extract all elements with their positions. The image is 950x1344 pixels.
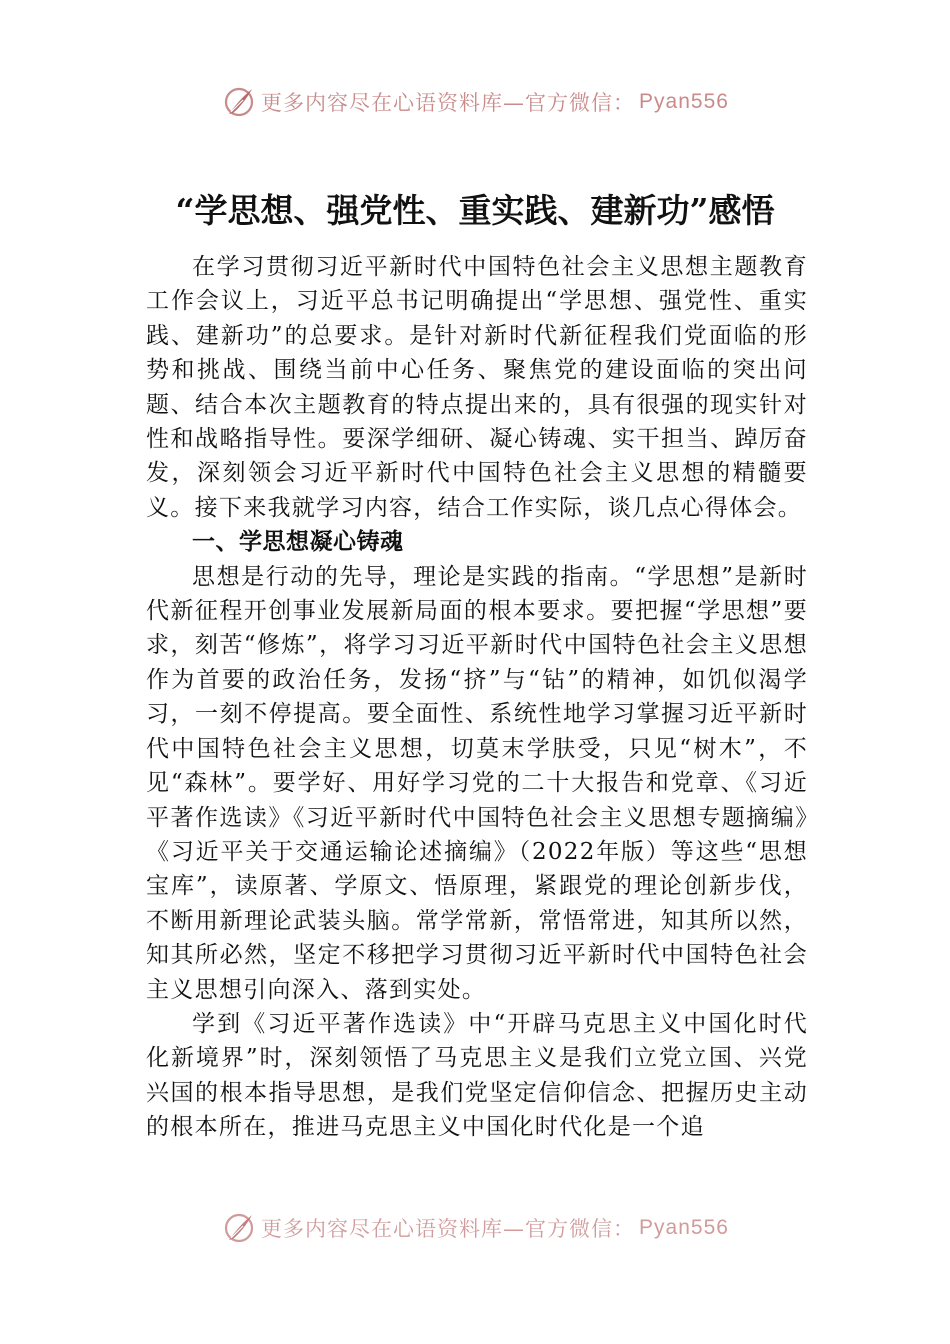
body-paragraph: 思想是行动的先导，理论是实践的指南。“学思想”是新时代新征程开创事业发展新局面的根本要求。要把握“学思想”要求，刻苦“修炼”，将学习习近平新时代中国特色社会主义思想作为首要的政治任务，发扬“挤”与“钻”的精神，如饥似渴学习，一刻不停提高。要全面性、系统性地学习掌握习近平新时代中国特色社会主义思想，切莫末学肤受，只见“树木”，不见“森林”。要学好、用好学习党的二十大报告和党章、《习近平著作选读》《习近平新时代中国特色社会主义思想专题摘编》《习近平关于交通运输论述摘编》（2022年版）等这些“思想宝库”，读原著、学原文、悟原理，紧跟党的理论创新步伐，不断用新理论武装头脑。常学常新，常悟常进，知其所以然，知其所必然，坚定不移把学习贯彻习近平新时代中国特色社会主义思想引向深入、落到实处。: [146, 563, 808, 1003]
document-body: [146, 250, 808, 1145]
body-paragraph: 学到《习近平著作选读》中“开辟马克思主义中国化时代化新境界”时，深刻领悟了马克思主义是我们立党立国、兴党兴国的根本指导思想，是我们党坚定信仰信念、把握历史主动的根本所在，推进马克思主义中国化时代化是一个追: [146, 1010, 808, 1141]
document-title: “学思想、强党性、重实践、建新功”感悟: [175, 191, 775, 230]
quill-logo-icon: [221, 84, 257, 120]
intro-paragraph: 在学习贯彻习近平新时代中国特色社会主义思想主题教育工作会议上，习近平总书记明确提出“学思想、强党性、重实践、建新功”的总要求。是针对新时代新征程我们党面临的形势和挑战、围绕当前中心任务、聚焦党的建设面临的突出问题、结合本次主题教育的特点提出来的，具有很强的现实针对性和战略指导性。要深学细研、凝心铸魂、实干担当、踔厉奋发，深刻领会习近平新时代中国特色社会主义思想的精髓要义。接下来我就学习内容，结合工作实际，谈几点心得体会。: [146, 254, 808, 521]
watermark-id: Pyan556: [639, 1216, 729, 1239]
watermark-text: 更多内容尽在心语资料库—官方微信：: [261, 1217, 636, 1241]
watermark-header: [0, 82, 950, 122]
quill-logo-icon: [221, 1210, 257, 1246]
section-heading: 一、学思想凝心铸魂: [192, 529, 404, 556]
watermark-id: Pyan556: [639, 90, 729, 113]
watermark-footer: [0, 1208, 950, 1248]
watermark-text: 更多内容尽在心语资料库—官方微信：: [261, 91, 636, 115]
